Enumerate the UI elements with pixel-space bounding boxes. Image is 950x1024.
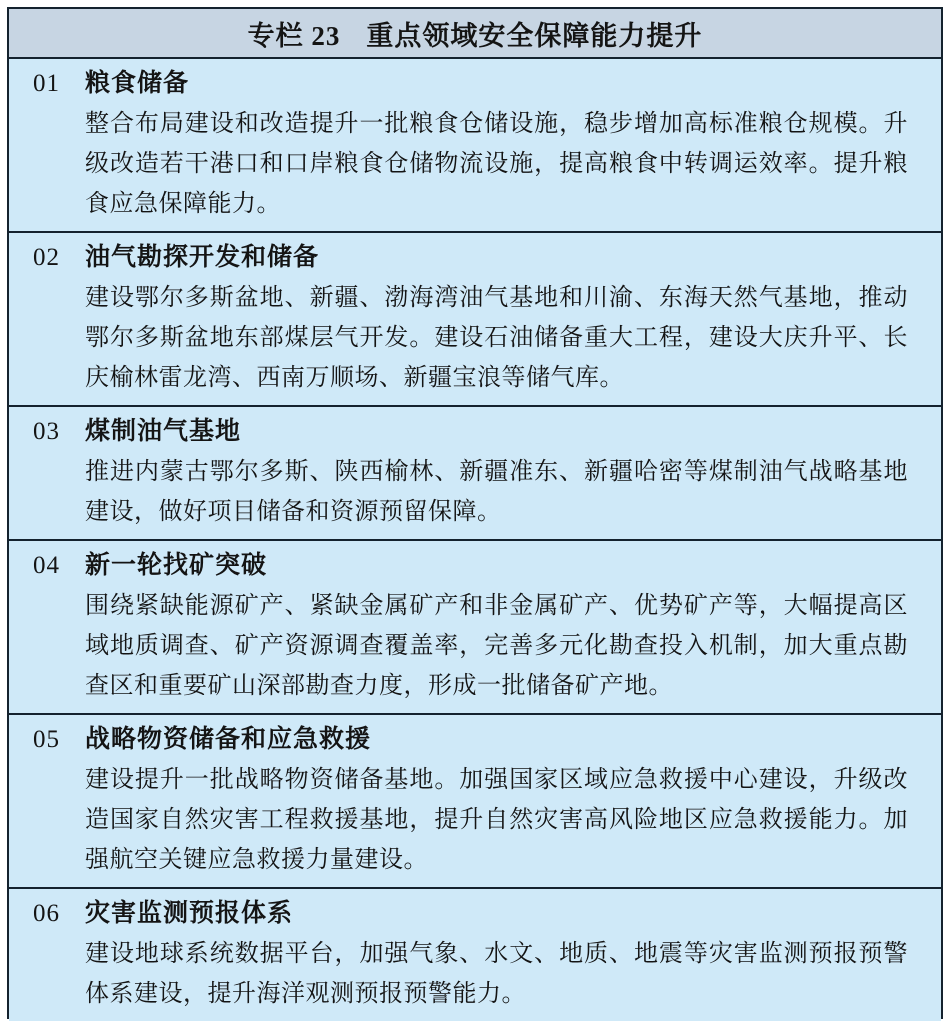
section-head xyxy=(9,546,941,586)
section-title: 战略物资储备和应急救援 xyxy=(85,726,372,753)
section-head xyxy=(9,412,941,452)
box-panel xyxy=(7,7,943,1019)
section-number: 03 xyxy=(33,418,60,445)
panel-header xyxy=(9,9,941,59)
section-number: 04 xyxy=(33,552,60,579)
section-number: 01 xyxy=(33,70,60,97)
section-02-oil-gas-exploration xyxy=(9,233,941,407)
section-body: 建设提升一批战略物资储备基地。加强国家区域应急救援中心建设，升级改造国家自然灾害工程救援基地，提升自然灾害高风险地区应急救援能力。加强航空关键应急救援力量建设。 xyxy=(85,767,908,873)
panel-header-prefix: 专栏 23 xyxy=(247,20,341,51)
section-title: 灾害监测预报体系 xyxy=(85,900,294,927)
section-title: 煤制油气基地 xyxy=(85,418,242,445)
section-06-disaster-monitoring-forecast xyxy=(9,889,941,1021)
section-body: 推进内蒙古鄂尔多斯、陕西榆林、新疆准东、新疆哈密等煤制油气战略基地建设，做好项目储备和资源预留保障。 xyxy=(85,459,908,525)
section-number: 05 xyxy=(33,726,60,753)
section-body: 建设鄂尔多斯盆地、新疆、渤海湾油气基地和川渝、东海天然气基地，推动鄂尔多斯盆地东部煤层气开发。建设石油储备重大工程，建设大庆升平、长庆榆林雷龙湾、西南万顺场、新疆宝浪等储气库。 xyxy=(85,285,908,391)
section-01-grain-reserves xyxy=(9,59,941,233)
section-head xyxy=(9,720,941,760)
section-title: 新一轮找矿突破 xyxy=(85,552,268,579)
section-title: 油气勘探开发和储备 xyxy=(85,244,320,271)
section-head xyxy=(9,64,941,104)
section-title: 粮食储备 xyxy=(85,70,190,97)
section-number: 06 xyxy=(33,900,60,927)
section-body: 整合布局建设和改造提升一批粮食仓储设施，稳步增加高标准粮仓规模。升级改造若干港口和口岸粮食仓储物流设施，提高粮食中转调运效率。提升粮食应急保障能力。 xyxy=(85,111,908,217)
section-body: 建设地球系统数据平台，加强气象、水文、地质、地震等灾害监测预报预警体系建设，提升海洋观测预报预警能力。 xyxy=(85,941,908,1007)
section-head xyxy=(9,894,941,934)
section-05-strategic-reserves-emergency-rescue xyxy=(9,715,941,889)
section-03-coal-to-oil-gas-bases xyxy=(9,407,941,541)
section-head xyxy=(9,238,941,278)
section-04-mineral-prospecting xyxy=(9,541,941,715)
section-number: 02 xyxy=(33,244,60,271)
panel-header-title: 重点领域安全保障能力提升 xyxy=(366,20,703,51)
section-body: 围绕紧缺能源矿产、紧缺金属矿产和非金属矿产、优势矿产等，大幅提高区域地质调查、矿产资源调查覆盖率，完善多元化勘查投入机制，加大重点勘查区和重要矿山深部勘查力度，形成一批储备矿产地。 xyxy=(85,593,908,699)
